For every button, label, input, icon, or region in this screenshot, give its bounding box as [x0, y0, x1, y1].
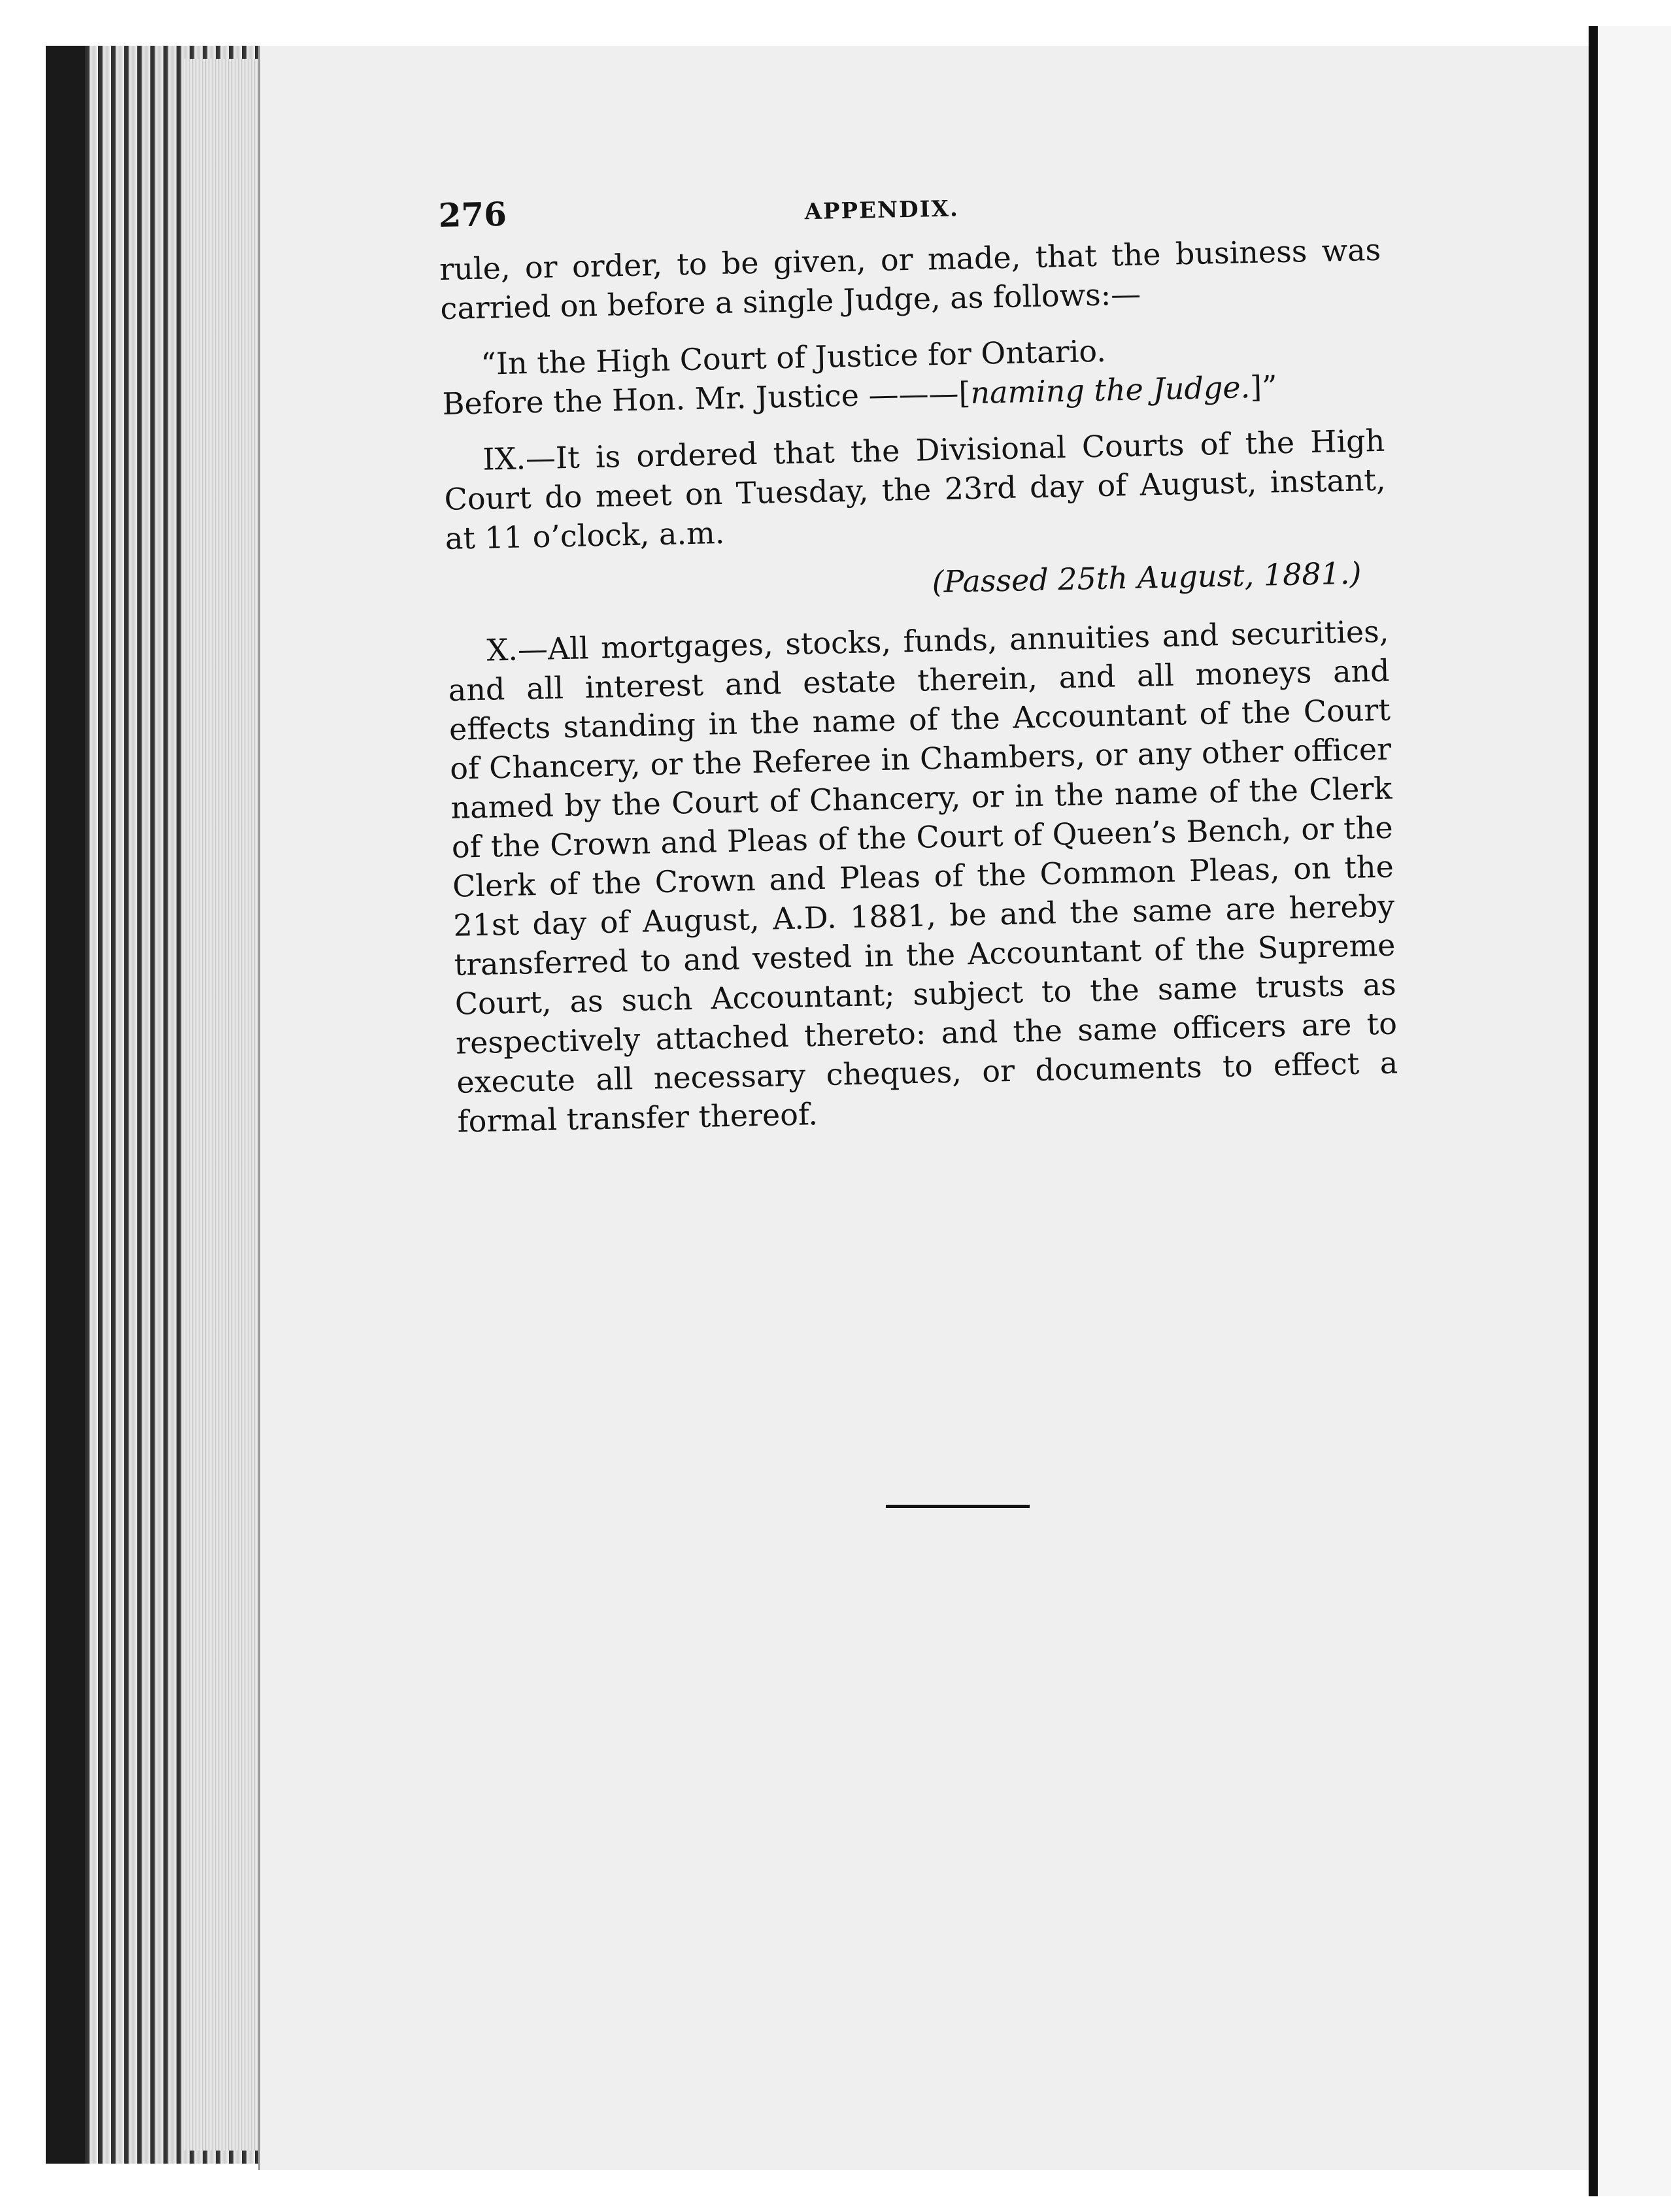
paragraph-x: X.—All mortgages, stocks, funds, annuities and securities, and all interest and estate therein, and all moneys and effects standing in the name of the Accountant of the Court of Chancery, or the Referee in Chambers, or any other officer named by the Court of Chancery, or in the name of the Clerk of the Crown and Pleas of the Court of Queen’s Bench, or the Clerk of the Crown and Pleas of the Common Pleas, on the 21st day of August, A.D. 1881, be and the same are hereby transferred to and vested in the Accountant of the Supreme Court, as such Accountant; subject to the same trusts as respectively attached thereto: and the same officers are to execute all necessary cheques, or documents to effect a formal transfer thereof. [448, 613, 1398, 1139]
paragraph-ix: IX.—It is ordered that the Divisional Courts of the High Court do meet on Tuesday, the 23rd day of August, instant, at 11 o’clock, a.m. [444, 422, 1386, 556]
page-number: 276 [438, 194, 507, 235]
facing-page-edge [1598, 26, 1671, 2196]
quote-justice-italic: naming the Judge. [970, 369, 1251, 411]
passed-date: (Passed 25th August, 1881.) [932, 555, 1362, 600]
running-head: APPENDIX. [804, 195, 960, 226]
quote-justice-prefix: Before the Hon. Mr. Justice ———[ [442, 375, 971, 422]
book-page-edges [46, 46, 262, 2164]
page-stack [183, 59, 262, 2151]
section-end-rule [886, 1505, 1030, 1508]
quote-justice-suffix: ]” [1249, 369, 1278, 405]
gutter-shadow [1589, 26, 1598, 2196]
page-text [438, 176, 1399, 1141]
quote-line-court: “In the High Court of Justice for Ontario. [480, 333, 1107, 382]
continuation-paragraph: rule, or order, to be given, or made, that the business was carried on before a single Judge, as follows:— [439, 231, 1381, 326]
book-spine-shadow [46, 46, 85, 2164]
